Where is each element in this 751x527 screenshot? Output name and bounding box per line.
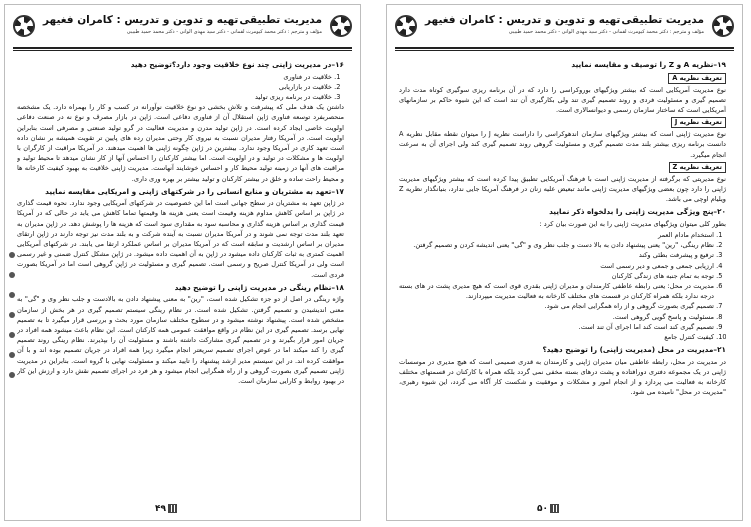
margin-bullet-icon bbox=[9, 332, 15, 338]
header-divider bbox=[395, 50, 734, 51]
paragraph: نوع مدیریتی که برگرفته از مدیریت ژاپنی است با فرهنگ آمریکایی تطبیق پیدا کرده است که بیشتر ویژگیهای مدیریت ژاپنی را دارد چون بعضی ویژگیهای مدیریت ژاپنی مانند تبعیض علیه زنان در فرهنگ آمریکا جایی ندارد، بنیانگذار نظریه Z ویلیام اوچی می باشد. bbox=[399, 174, 726, 204]
margin-bullet-icon bbox=[9, 352, 15, 358]
definition-label: تعریف نظریه J bbox=[671, 117, 726, 128]
university-logo-icon bbox=[395, 15, 417, 37]
margin-bullet-icon bbox=[9, 372, 15, 378]
list-item: 1. استخدام مادام العمر bbox=[399, 230, 714, 240]
numbered-list bbox=[399, 230, 726, 342]
question-heading: ۲۰–پنج ویژگی مدیریت ژاپنی را بدلخواه ذکر نمایید bbox=[549, 207, 726, 217]
margin-bullet-icon bbox=[9, 272, 15, 278]
barcode-icon bbox=[550, 504, 559, 513]
paragraph: داشتن یک هدف ملی که پیشرفت و تلاش بخشی دو نوع خلاقیت نوآورانه در کسب و کار را بهمراه دارد. یک مشخصه منحصربفرد توسعه فناوری ژاپن استقلال آن از فناوری دفاعی است. ژاپن در بازار مصرف و نوع نه در صنعت دفاعی اولویت خاصی ایجاد کرده است. در ژاپن تولید مدرن و مدیریت فعالیت در گرو تولید صنعتی و مصرفی است بنابراین اولویت است. در آمریکا رفتار مدیران نسبت به نیروی کار وحتی مدیران رده های پایین تر تقویت همیشه بر نشان داده است تعهد کاری در آمریکا وجود ندارد. بیشترین در ژاپن چگونه ژاپنی ها اهمیت میدهند. در آمریکا مراقبت از کارگران با اولویت ها و مشکلات در تولید و در اولویت است. اما بیشتر کارکنان را احساس آنها از کار نشان میدهد تا محیط تولید و مراقبت های آنها در زمینه تولید محیط کار و احساس خوشایند آنهاست. مدیریت ژاپنی خلاقیت به بهبود کیفیت کارخانه ها و محیط راحت ساده و خلق در بیشتر کارکنان و تولید بیشتر بر بهره وری داری. bbox=[17, 103, 344, 183]
university-logo-icon bbox=[13, 15, 35, 37]
course-title: تهیه و تدوین و تدریس : کامران فغیهر bbox=[43, 14, 239, 26]
paragraph: بطور کلی میتوان ویژگیهای مدیریت ژاپنی را به این صورت بیان کرد : bbox=[539, 219, 726, 228]
page-number: ۴۹ bbox=[155, 504, 177, 514]
authors-line: مؤلف و مترجم : دکتر محمد کیومرث لقمانی - دکتر سید مهدی الوانی - دکتر محمد حمید طبیبی bbox=[126, 29, 322, 35]
question-heading: ۲۱–مدیریت در محل (مدیریت ژاپنی) را توضیح دهید؟ bbox=[542, 345, 726, 355]
university-logo-icon bbox=[330, 15, 352, 37]
list-item: 8. مسئولیت و پاسخ گویی گروهی است. bbox=[399, 312, 714, 322]
paragraph: نوع مدیریت آمریکایی است که بیشتر ویژگیهای بوروکراسی را دارد که در آن برنامه ریزی سوگیری کوتاه مدت دارد تصمیم گیری و مسئولیت فردی و روند تصمیم گیری تند ولی بکارگیری آن تند است که این شیوه حاکم بر سازمانهای آمریکایی است که ساختار سازمان رسمی و دیوانسالاری است. bbox=[399, 85, 726, 114]
list-item: 9. تصمیم گیری کند است کند اما اجرای آن تند است. bbox=[399, 322, 714, 332]
university-logo-icon bbox=[712, 15, 734, 37]
header-divider bbox=[395, 47, 734, 49]
paragraph: در ژاپن تعهد به مشتریان در سطح جهانی است اما این خصوصیت در شرکتهای آمریکایی وجود ندارد. نحوه قیمت گذاری در ژاپن بر اساس کاهش مداوم هزینه وقیمت است یعنی هزینه ها وقیمتها تماما کاهش می یابد در حالی که در آمریکا قیمت گذاری بر اساس هزینه گذاری و محاسبه سود به مقداری سود است که هزینه ها را پوشش دهد. در ژاپن مدیران به تعهد بلند مدت توجه نمی شوند و در آمریکا مدیران نسبت به آینده شرکت و به بلند مدت نیز توجه دارند در ژاپن ارتقای مدیران بر اساس ارشدیت و سابقه است که در آمریکا مدیران بر اساس عملکرد ارتقا می یابند. در شرکتهای آمریکایی اهمیت کمتری به ثبات کارکنان داده میشود در ژاپن به آن اهمیت داده میشود. در ژاپن مشکل کنترل ضمنی و غیر رسمی است ولی در آمریکا کنترل صریح و رسمی است. تصمیم گیری و مسئولیت در ژاپن گروهی است اما در آمریکا بصورت فردی است. bbox=[17, 199, 344, 279]
numbered-list bbox=[17, 72, 344, 103]
page-content bbox=[399, 57, 726, 494]
page-content bbox=[17, 57, 344, 494]
margin-bullet-icon bbox=[9, 312, 15, 318]
list-item: 5. توجه به تمام جنبه های زندگی کارکنان bbox=[399, 271, 714, 281]
question-heading: ۱۶–در مدیریت ژاپنی چند نوع خلاقیت وجود دارد؟توضیح دهید bbox=[130, 60, 344, 69]
question-heading: ۱۹–نظریه A و Z را توصیف و مقایسه نمایید bbox=[571, 60, 726, 69]
page-header bbox=[13, 13, 352, 47]
list-item: 3. ترفیع و پیشرفت بطئی وکند bbox=[399, 250, 714, 260]
definition-label: تعریف نظریه Z bbox=[669, 162, 726, 173]
margin-bullet-icon bbox=[9, 252, 15, 258]
header-divider bbox=[13, 50, 352, 51]
page-header bbox=[395, 13, 734, 47]
paragraph: در مدیریت در محل، رابطه عاطفی میان مدیران ژاپنی و کارمندان به قدری صمیمی است که هیچ مدیری در موسسات ژاپنی در یک مجموعه دفتری دورافتاده و پشت درهای بسته مخفی نمی گردد بلکه همراه با کارکنان در قسمتهای مختلف کارخانه به فعالیت می پردازد و از انجام امور و مشکلات و موفقیت و شکست کار آگاه می گردد، این شیوه رهبری، "مدیریت در محل" نامیده می شود. bbox=[399, 357, 726, 397]
list-item: 2. نظام رینگی، "رین" یعنی پیشنهاد دادن به بالا دست و جلب نظر وی و "گی" یعنی اندیشه کردن و تصمیم گرفتن. bbox=[399, 240, 714, 250]
list-item: 3. خلاقیت در برنامه ریزی تولید bbox=[17, 92, 332, 102]
question-heading: ۱۸–نظام رینگی در مدیریت ژاپنی را توضیح دهید bbox=[174, 282, 344, 292]
list-item: 4. ارزیابی جمعی و جمعی و دیر رسمی است bbox=[399, 261, 714, 271]
margin-bullet-icon bbox=[9, 292, 15, 298]
book-title: مدیریت تطبیقی bbox=[621, 14, 704, 26]
list-item: 10. کیفیت کنترل جامع bbox=[399, 332, 714, 342]
page-number: ۵۰ bbox=[537, 504, 559, 514]
list-item: 2. خلاقیت در بازاریابی bbox=[17, 82, 332, 92]
question-heading: ۱۷–تعهد به مشتریان و منابع انسانی را در شرکتهای ژاپنی و امریکایی مقایسه نمایید bbox=[45, 186, 344, 196]
list-item: 1. خلاقیت در فناوری bbox=[17, 72, 332, 82]
course-title: تهیه و تدوین و تدریس : کامران فغیهر bbox=[425, 14, 621, 26]
barcode-icon bbox=[168, 504, 177, 513]
list-item: 6. مدیریت در محل: یعنی رابطه عاطفی کارمندان و مدیران ژاپنی بقدری قوی است که هیچ مدیری پشت در های بسته درجه ندارد بلکه همراه کارکنان در قسمت های مختلف کارخانه به فعالیت مدیریت میپردازند. bbox=[399, 281, 714, 301]
list-item: 7. تصمیم گیری بصورت گروهی و از راه همگرایی انجام می شود. bbox=[399, 301, 714, 311]
left-page bbox=[4, 4, 361, 521]
book-title: مدیریت تطبیقی bbox=[239, 14, 322, 26]
header-divider bbox=[13, 47, 352, 49]
paragraph: واژه رینگی در اصل از دو جزء تشکیل شده است، "رین" به معنی پیشنهاد دادن به بالادست و جلب نظر وی و "گی" به معنی اندیشیدن و تصمیم گرفتن. تشکیل شده است. در نظام رینگی سیستم تصمیم گیری در هر بخش از سازمان مشخص شده است. پیشنهاد نوشته میشود و در سطوح مختلف سازمان مورد بحث و بررسی قرار میگیرد تا به تصمیم نهایی برسد. تصمیم گیری در این نظام در واقع موافقت عمومی همه کارکنان است. این نظام باعث میشود همه افراد در جریان امور قرار بگیرند و در تصمیم گیری مشارکت داشته باشند و مسئولیت آن را بپذیرند. نظام رینگی روند تصمیم گیری را کند میکند اما در عوض اجرای تصمیم سریعتر انجام میگیرد زیرا همه افراد در جریان تصمیم بوده اند و با آن موافقت کرده اند. در این سیستم مدیر ارشد پیشنهاد را تایید میکند و مسئولیت نهایی با گروه است. بنابراین در مدیریت ژاپنی تصمیم گیری بصورت گروهی و از راه همگرایی انجام میشود و هر فرد در اجرای تصمیم نقش دارد و ارزش این کار در بهبود روابط و کارایی سازمان است. bbox=[17, 295, 344, 385]
definition-label: تعریف نظریه A bbox=[668, 73, 726, 84]
right-page bbox=[386, 4, 743, 521]
paragraph: نوع مدیریت ژاپنی است که بیشتر ویژگیهای سازمان اندهوکراسی را داراست نظریه J را میتوان نقطه مقابل نظریه A دانست برنامه ریزی بیشتر بلند مدت تصمیم گیری و مسئولیت گروهی روند تصمیم گیری کند ولی اجرای آن به سرعت انجام میگیرد. bbox=[399, 130, 726, 159]
authors-line: مؤلف و مترجم : دکتر محمد کیومرث لقمانی - دکتر سید مهدی الوانی - دکتر محمد حمید طبیبی bbox=[508, 29, 704, 35]
